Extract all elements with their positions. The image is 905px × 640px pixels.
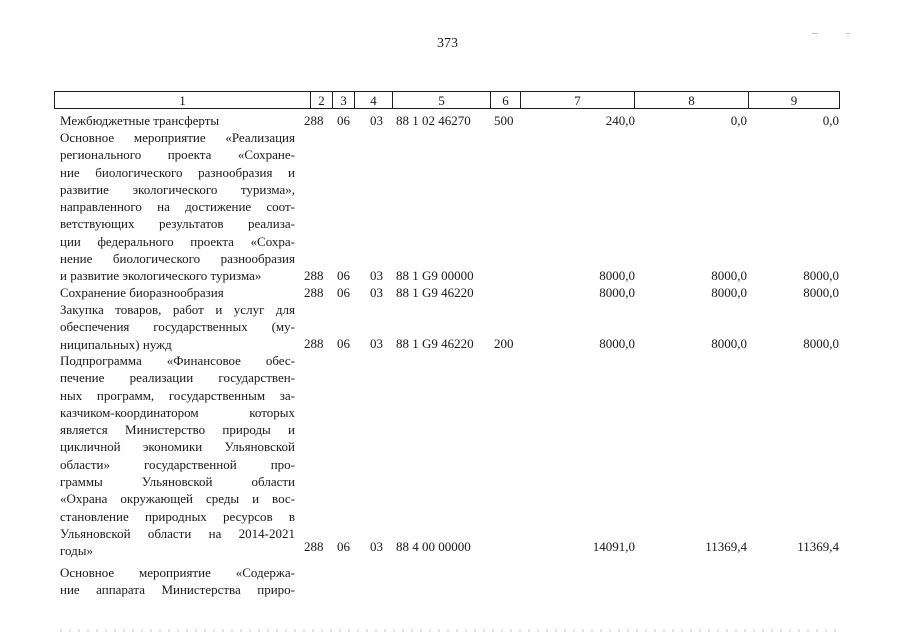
- page-number: 373: [437, 36, 458, 51]
- cell-vr: 500: [494, 113, 514, 128]
- description-line: граммы Ульяновской области: [60, 474, 295, 490]
- description-line: годы»: [60, 543, 93, 559]
- header-col-9: 9: [748, 91, 840, 109]
- cell-col7: 8000,0: [599, 336, 635, 351]
- cell-ved: 288: [304, 336, 324, 351]
- header-col-2: 2: [310, 91, 332, 109]
- cell-ved: 288: [304, 268, 324, 283]
- cell-col7: 8000,0: [599, 285, 635, 300]
- header-col-6: 6: [490, 91, 520, 109]
- description-line: направленного на достижение соот-: [60, 199, 295, 215]
- cell-vr: 200: [494, 336, 514, 351]
- description-line: ных программ, государственным за-: [60, 387, 295, 403]
- cell-rz: 06: [337, 113, 350, 128]
- scan-artifact: [60, 629, 840, 632]
- cell-pr: 03: [370, 539, 383, 554]
- row-description: [60, 129, 295, 285]
- description-line: ние аппарата Министерства приро-: [60, 582, 295, 598]
- cell-ved: 288: [304, 539, 324, 554]
- header-col-3: 3: [332, 91, 354, 109]
- cell-col7: 14091,0: [592, 539, 635, 554]
- description-line: казчиком-координатором которых: [60, 404, 295, 420]
- row-description: [60, 112, 295, 129]
- header-col-8: 8: [634, 91, 748, 109]
- description-line: Основное мероприятие «Реализация: [60, 130, 295, 145]
- description-line: области» государственной про-: [60, 456, 295, 472]
- row-description: [60, 301, 295, 353]
- description-line: Закупка товаров, работ и услуг для: [60, 302, 295, 317]
- description-line: Ульяновской области на 2014-2021: [60, 525, 295, 541]
- cell-col8: 11369,4: [705, 539, 747, 554]
- header-col-1: 1: [54, 91, 310, 109]
- description-line: является Министерство природы и: [60, 422, 295, 438]
- description-line: Сохранение биоразнообразия: [60, 285, 224, 300]
- header-col-7: 7: [520, 91, 634, 109]
- description-line: ции федерального проекта «Сохра-: [60, 233, 295, 249]
- cell-rz: 06: [337, 285, 350, 300]
- cell-col9: 8000,0: [803, 285, 839, 300]
- header-col-5: 5: [392, 91, 490, 109]
- cell-rz: 06: [337, 268, 350, 283]
- scan-speck: [812, 33, 818, 34]
- cell-col8: 8000,0: [711, 268, 747, 283]
- cell-pr: 03: [370, 113, 383, 128]
- description-line: ветствующих результатов реализа-: [60, 216, 295, 232]
- description-line: регионального проекта «Сохране-: [60, 147, 295, 163]
- description-line: цикличной экономики Ульяновской: [60, 439, 295, 455]
- description-line: обеспечения государственных (му-: [60, 319, 295, 335]
- cell-pr: 03: [370, 268, 383, 283]
- cell-col9: 8000,0: [803, 268, 839, 283]
- cell-rz: 06: [337, 539, 350, 554]
- cell-pr: 03: [370, 336, 383, 351]
- description-line: становление природных ресурсов в: [60, 508, 295, 524]
- cell-csr: 88 1 02 46270: [396, 113, 471, 128]
- cell-col9: 0,0: [822, 113, 839, 128]
- description-line: и развитие экологического туризма»: [60, 268, 262, 284]
- cell-ved: 288: [304, 285, 324, 300]
- description-line: развитие экологического туризма»,: [60, 181, 295, 197]
- cell-col9: 11369,4: [797, 539, 839, 554]
- table-header: [54, 91, 840, 110]
- header-col-4: 4: [354, 91, 392, 109]
- description-line: печение реализации государствен-: [60, 370, 295, 386]
- cell-csr: 88 1 G9 46220: [396, 336, 474, 351]
- description-line: нение биологического разнообразия: [60, 251, 295, 267]
- cell-col7: 240,0: [605, 113, 635, 128]
- cell-csr: 88 1 G9 00000: [396, 268, 474, 283]
- scan-speck: [846, 33, 850, 34]
- description-line: Основное мероприятие «Содержа-: [60, 565, 295, 580]
- cell-pr: 03: [370, 285, 383, 300]
- cell-ved: 288: [304, 113, 324, 128]
- description-line: Подпрограмма «Финансовое обес-: [60, 353, 295, 368]
- cell-csr: 88 4 00 00000: [396, 539, 471, 554]
- description-line: ниципальных) нужд: [60, 336, 172, 352]
- description-line: Межбюджетные трансферты: [60, 113, 220, 128]
- cell-col8: 0,0: [730, 113, 747, 128]
- row-description: [60, 352, 295, 560]
- description-line: ние биологического разнообразия и: [60, 164, 295, 180]
- cell-col8: 8000,0: [711, 336, 747, 351]
- description-line: «Охрана окружающей среды и вос-: [60, 491, 295, 507]
- cell-col9: 8000,0: [803, 336, 839, 351]
- row-description: [60, 284, 295, 301]
- cell-col8: 8000,0: [711, 285, 747, 300]
- cell-rz: 06: [337, 336, 350, 351]
- cell-csr: 88 1 G9 46220: [396, 285, 474, 300]
- row-description: [60, 564, 295, 599]
- cell-col7: 8000,0: [599, 268, 635, 283]
